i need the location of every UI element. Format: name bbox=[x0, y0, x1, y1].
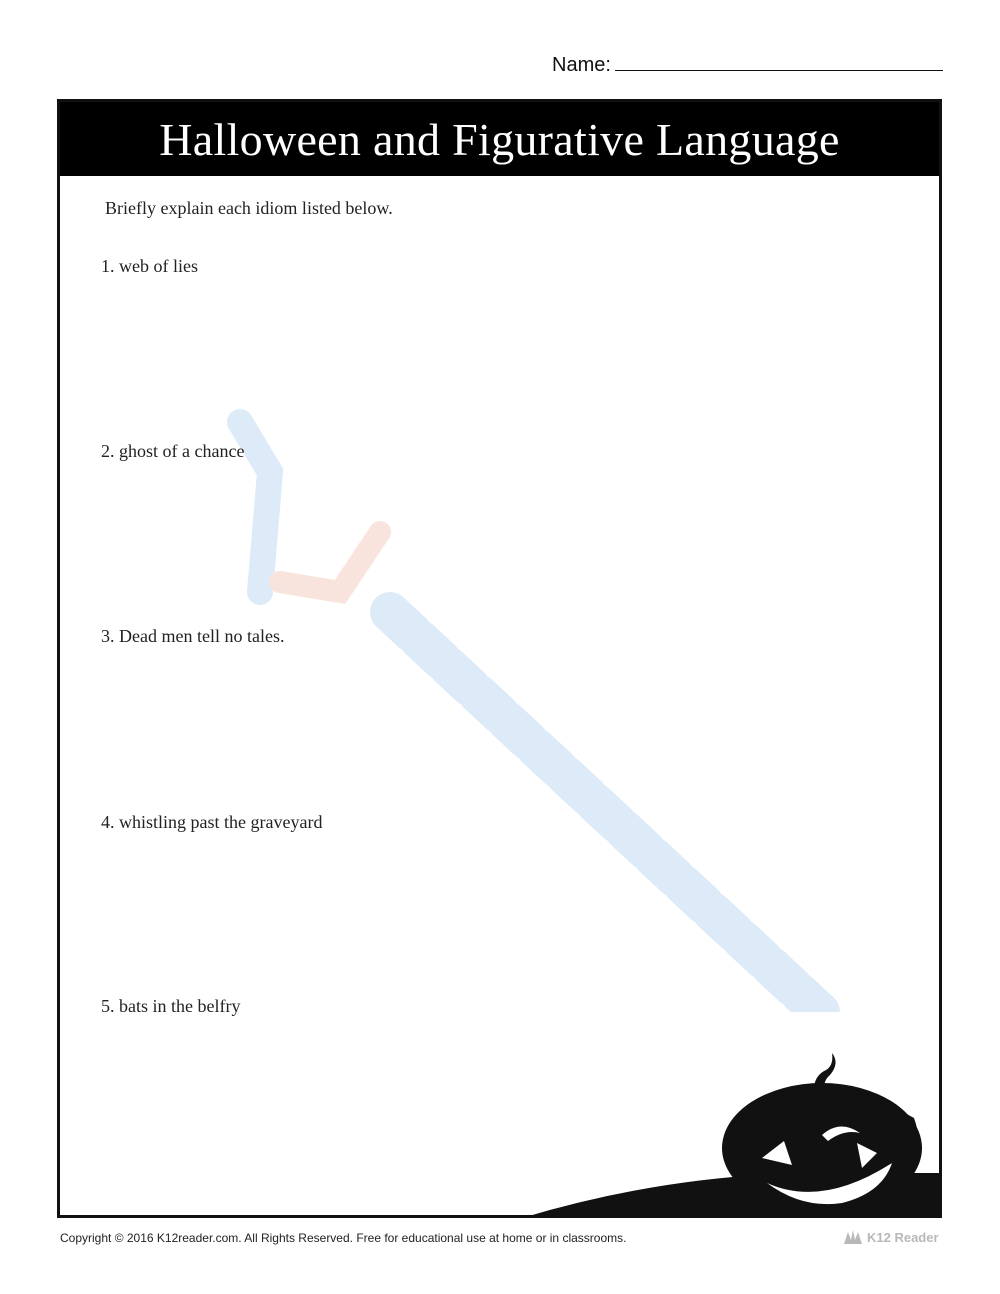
page-title: Halloween and Figurative Language bbox=[159, 113, 840, 165]
idiom-item-2: 2. ghost of a chance bbox=[101, 441, 245, 461]
idiom-item-1: 1. web of lies bbox=[101, 256, 198, 276]
k12reader-logo bbox=[842, 1226, 939, 1248]
name-field[interactable] bbox=[552, 52, 943, 77]
copyright-notice: Copyright © 2016 K12reader.com. All Rights Reserved. Free for educational use at home or in classrooms. bbox=[60, 1231, 627, 1245]
name-label: Name: bbox=[552, 54, 611, 76]
worksheet-watermark bbox=[170, 292, 890, 1012]
jack-o-lantern-icon bbox=[522, 1023, 942, 1218]
worksheet-frame bbox=[57, 99, 942, 1218]
k12reader-logo-icon bbox=[842, 1228, 864, 1246]
k12reader-logo-text: K12 Reader bbox=[867, 1229, 939, 1245]
idiom-item-5: 5. bats in the belfry bbox=[101, 996, 241, 1016]
idiom-item-3: 3. Dead men tell no tales. bbox=[101, 626, 285, 646]
instructions: Briefly explain each idiom listed below. bbox=[105, 198, 393, 218]
title-banner bbox=[60, 102, 939, 176]
idiom-item-4: 4. whistling past the graveyard bbox=[101, 812, 323, 832]
name-blank-line[interactable] bbox=[615, 52, 943, 71]
